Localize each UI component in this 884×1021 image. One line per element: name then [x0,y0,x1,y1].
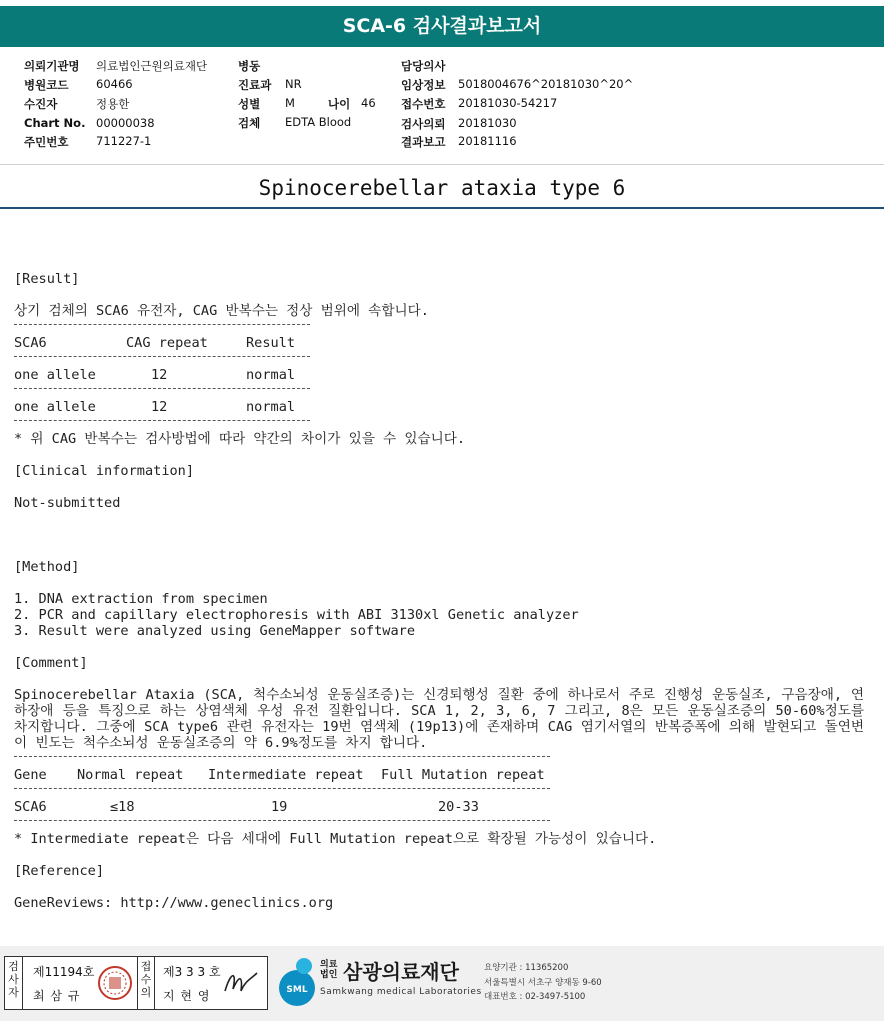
clinical-info-label: 임상정보 [401,78,446,92]
table-divider [14,388,310,389]
row-result: normal [246,399,296,415]
result-note: * 위 CAG 반복수는 검사방법에 따라 약간의 차이가 있을 수 있습니다. [14,431,466,447]
comment-col-gene: Gene [14,767,47,783]
patient-label: 수진자 [24,97,58,111]
row-allele: one allele [14,399,96,415]
dept-label: 진료과 [238,78,272,92]
hospital-label: 의뢰기관명 [24,59,80,73]
sex-label: 성별 [238,97,261,111]
table-divider [14,788,550,789]
row-intermediate: 19 [271,799,288,815]
chart-label: Chart No. [24,116,86,130]
doctor-label: 담당의사 [401,59,446,73]
table-divider [14,420,310,421]
specimen-label: 검체 [238,116,261,130]
comment-col-normal: Normal repeat [77,767,184,783]
table-divider [14,356,310,357]
result-col-result: Result [246,335,296,351]
clinical-info-value: 5018004676^20181030^20^ [458,77,634,91]
row-result: normal [246,367,296,383]
ward-label: 병동 [238,59,261,73]
comment-text: Spinocerebellar Ataxia (SCA, 척수소뇌성 운동실조증)는 신경퇴행성 질환 중에 하나로서 주로 진행성 운동실조, 구음장애, 연하장애 등을 특징으로 하는 상염색체 우성 유전 질환입니다. SCA 1, 2, 3, 6, 7 그리고, 8은 모든 운동실조증의 50-60%정도를 차지합니다. 그중에 SCA type6 관련 유전자는 19번 염색체 (19p13)에 존재하며 CAG 염기서열의 반복증폭에 의해 발현되고 돌연변이 빈도는 척수소뇌성 운동실조증의 약 6.9%정도를 차지 합니다. [14,687,864,751]
reference-text: GeneReviews: http://www.geneclinics.org [14,895,334,911]
org-code: 요양기관 : 11365200 [484,963,569,973]
report-date-label: 결과보고 [401,135,446,149]
method-step: 2. PCR and capillary electrophoresis with ABI 3130xl Genetic analyzer [14,607,579,623]
inspector-label-text: 검사자 [8,960,19,999]
row-normal: ≤18 [110,799,135,815]
org-type: 의료법인 [320,960,338,980]
org-phone: 대표번호 : 02-3497-5100 [484,992,586,1002]
signature-icon [221,967,261,999]
org-english-name: Samkwang medical Laboratories [320,987,482,997]
code-label: 병원코드 [24,78,69,92]
age-label: 나이 [328,97,351,111]
row-gene: SCA6 [14,799,47,815]
report-footer [0,946,884,1021]
age-value: 46 [361,96,376,110]
id-label: 주민번호 [24,135,69,149]
table-divider [14,324,310,325]
patient-value: 정용한 [96,97,130,111]
comment-note: * Intermediate repeat은 다음 세대에 Full Mutation repeat으로 확장될 가능성이 있습니다. [14,831,657,847]
code-value: 60466 [96,77,133,91]
comment-heading: [Comment] [14,655,88,671]
reviewer-name: 지 현 영 [163,989,211,1003]
id-value: 711227-1 [96,134,152,148]
comment-col-full: Full Mutation repeat [381,767,545,783]
clinical-heading: [Clinical information] [14,463,195,479]
row-cag: 12 [151,399,168,415]
table-divider [14,820,550,821]
result-col-gene: SCA6 [14,335,47,351]
comment-col-intermediate: Intermediate repeat [208,767,364,783]
reviewer-label [137,957,155,1009]
sml-logo-icon [272,954,322,1010]
row-allele: one allele [14,367,96,383]
clinical-text: Not-submitted [14,495,121,511]
result-heading: [Result] [14,271,80,287]
reviewer-number: 제3 3 3 호 [163,965,221,979]
hospital-value: 의료법인근원의료재단 [96,59,208,73]
row-cag: 12 [151,367,168,383]
receipt-label: 접수번호 [401,97,446,111]
sex-value: M [285,96,295,110]
inspector-seal-icon [97,965,133,1001]
inspector-label [5,957,23,1009]
report-banner: SCA-6 검사결과보고서 [0,6,884,47]
receipt-value: 20181030-54217 [458,96,558,110]
request-label: 검사의뢰 [401,117,446,131]
result-summary: 상기 검체의 SCA6 유전자, CAG 반복수는 정상 범위에 속합니다. [14,303,429,319]
org-address: 서울특별시 서초구 양재동 9-60 [484,978,602,988]
method-step: 3. Result were analyzed using GeneMapper software [14,623,416,639]
row-full: 20-33 [438,799,479,815]
chart-value: 00000038 [96,116,155,130]
result-col-cag: CAG repeat [126,335,208,351]
table-divider [14,756,550,757]
patient-info-panel [0,52,884,165]
request-value: 20181030 [458,116,517,130]
report-title-bar [0,166,884,210]
signature-box [4,956,268,1010]
reviewer-label-text: 접수의 [140,960,152,999]
inspector-name: 최 삼 규 [33,989,81,1003]
sml-logo-text: SML [286,985,308,995]
report-title: Spinocerebellar ataxia type 6 [258,176,626,200]
method-heading: [Method] [14,559,80,575]
title-divider [0,207,884,209]
reference-heading: [Reference] [14,863,105,879]
report-date-value: 20181116 [458,134,517,148]
inspector-number: 제11194호 [33,965,95,979]
dept-value: NR [285,77,302,91]
method-step: 1. DNA extraction from specimen [14,591,268,607]
specimen-value: EDTA Blood [285,115,352,129]
org-name: 삼광의료재단 [343,960,459,984]
